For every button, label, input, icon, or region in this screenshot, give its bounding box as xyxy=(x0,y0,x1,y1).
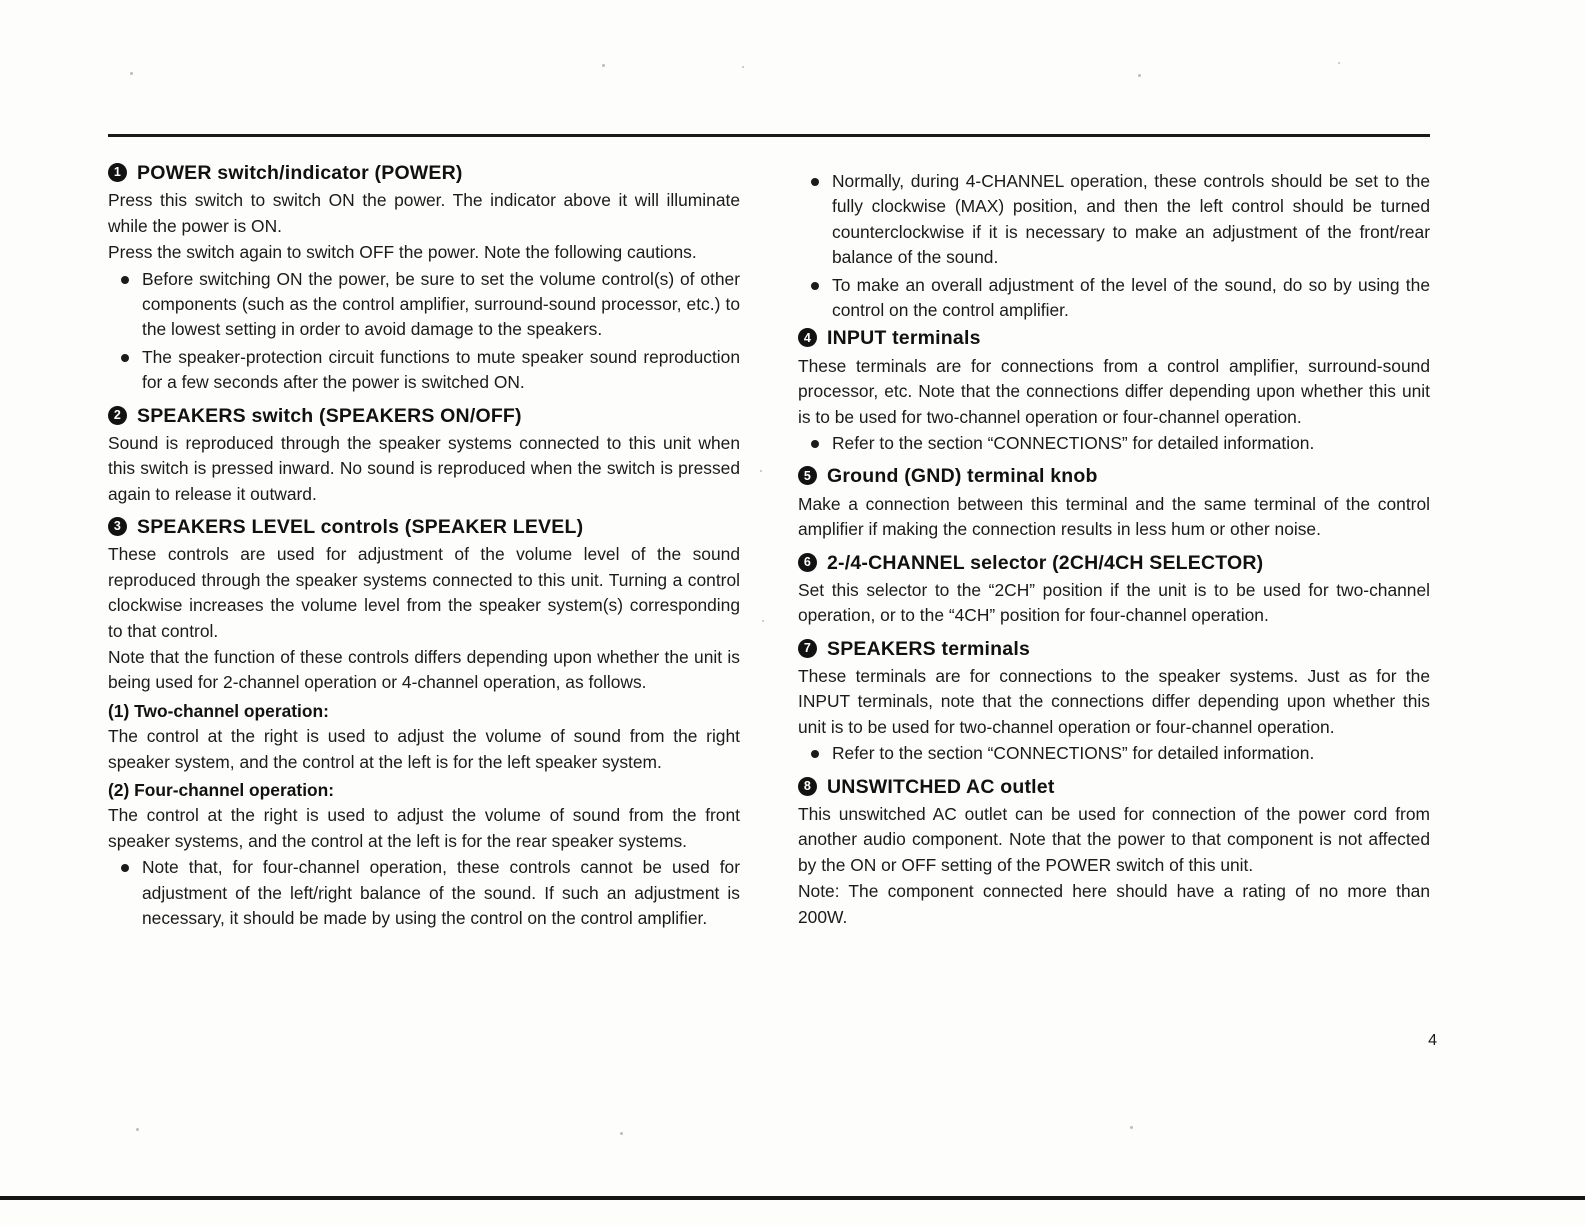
section-speakers-switch xyxy=(108,403,740,508)
list-item: To make an overall adjustment of the level of the sound, do so by using the control on the control amplifier. xyxy=(798,273,1430,324)
paragraph: Press the switch again to switch OFF the power. Note the following cautions. xyxy=(108,242,697,263)
list-item: Normally, during 4-CHANNEL operation, these controls should be set to the fully clockwise (MAX) position, and then the left control should be turned counterclockwise if it is necessary to make an adjustment of the front/rear balance of the sound. xyxy=(798,169,1430,271)
paragraph: These terminals are for connections to the speaker systems. Just as for the INPUT terminals, note that the connections differ depending upon whether this unit is to be used for two-channel operation or four-channel operation. xyxy=(798,665,1430,737)
section-heading xyxy=(798,550,1430,576)
list-item: Refer to the section “CONNECTIONS” for detailed information. xyxy=(798,741,1430,766)
section-heading xyxy=(108,403,740,429)
section-heading xyxy=(108,514,740,540)
section-heading xyxy=(108,160,740,186)
page-number: 4 xyxy=(1428,1032,1437,1049)
section-channel-selector xyxy=(798,550,1430,629)
number-badge-icon: 2 xyxy=(108,406,127,425)
paragraph: These controls are used for adjustment of the volume level of the sound reproduced through the speaker systems connected to this unit. Turning a control clockwise increases the volume level from the speaker system(s) corresponding to that control. xyxy=(108,544,740,641)
number-badge-icon: 6 xyxy=(798,553,817,572)
paragraph: Set this selector to the “2CH” position if the unit is to be used for two-channel operation, or to the “4CH” position for four-channel operation. xyxy=(798,579,1430,626)
paragraph: The control at the right is used to adjust the volume of sound from the right speaker system, and the control at the left is for the left speaker system. xyxy=(108,726,740,772)
number-badge-icon: 1 xyxy=(108,163,127,182)
paragraph: This unswitched AC outlet can be used for connection of the power cord from another audio component. Note that the power to that component is not affected by the ON or OFF setting of the POWER switch of this unit. xyxy=(798,803,1430,875)
paragraph: Note: The component connected here should have a rating of no more than 200W. xyxy=(798,881,1430,927)
left-column xyxy=(108,160,740,938)
two-column-body xyxy=(108,160,1430,938)
section-heading xyxy=(798,463,1430,489)
section-heading xyxy=(798,774,1430,800)
bullet-list xyxy=(798,431,1430,456)
paragraph: The control at the right is used to adjust the volume of sound from the front speaker systems, and the control at the left is for the rear speaker systems. xyxy=(108,805,740,851)
section-heading-text: SPEAKERS switch (SPEAKERS ON/OFF) xyxy=(137,404,522,427)
section-heading-text: Ground (GND) terminal knob xyxy=(827,465,1098,488)
section-speakers-terminals xyxy=(798,636,1430,767)
continued-bullet-list xyxy=(798,169,1430,323)
subsection-heading: (2) Four-channel operation: xyxy=(108,780,335,801)
bottom-divider xyxy=(0,1196,1585,1200)
section-speakers-level xyxy=(108,514,740,931)
section-heading-text: UNSWITCHED AC outlet xyxy=(827,775,1055,798)
section-heading-text: POWER switch/indicator (POWER) xyxy=(137,162,463,184)
section-ground-terminal xyxy=(798,463,1430,542)
list-item: The speaker-protection circuit functions to mute speaker sound reproduction for a few seconds after the power is switched ON. xyxy=(108,345,740,396)
section-power-switch xyxy=(108,160,740,396)
section-heading-text: SPEAKERS LEVEL controls (SPEAKER LEVEL) xyxy=(137,516,584,539)
bullet-list xyxy=(108,267,740,396)
section-heading xyxy=(798,636,1430,662)
paragraph: These terminals are for connections from a control amplifier, surround-sound processor, etc. Note that the connections differ depending upon whether this unit is to be used for two-channel operation or four-channel operation. xyxy=(798,355,1430,427)
paragraph: Make a connection between this terminal and the same terminal of the control amplifier if making the connection results in less hum or other noise. xyxy=(798,493,1430,540)
section-heading xyxy=(798,325,1430,351)
list-item: Note that, for four-channel operation, these controls cannot be used for adjustment of the left/right balance of the sound. If such an adjustment is necessary, it should be made by using the control on the control amplifier. xyxy=(108,855,740,931)
paragraph: Note that the function of these controls differs depending upon whether the unit is being used for 2-channel operation or 4-channel operation, as follows. xyxy=(108,647,740,693)
list-item: Refer to the section “CONNECTIONS” for detailed information. xyxy=(798,431,1430,456)
number-badge-icon: 3 xyxy=(108,517,127,536)
subsection-heading: (1) Two-channel operation: xyxy=(108,700,329,721)
number-badge-icon: 5 xyxy=(798,466,817,485)
number-badge-icon: 7 xyxy=(798,639,817,658)
number-badge-icon: 8 xyxy=(798,777,817,796)
paragraph: Press this switch to switch ON the power. The indicator above it will illuminate while the power is ON. xyxy=(108,190,740,236)
section-heading-text: SPEAKERS terminals xyxy=(827,637,1030,660)
bullet-list xyxy=(798,741,1430,766)
bullet-list xyxy=(108,855,740,931)
top-divider xyxy=(108,134,1430,137)
section-unswitched-ac-outlet xyxy=(798,774,1430,930)
list-item: Before switching ON the power, be sure to set the volume control(s) of other components (such as the control amplifier, surround-sound processor, etc.) to the lowest setting in order to avoid damage to the speakers. xyxy=(108,267,740,343)
section-heading-text: INPUT terminals xyxy=(827,327,981,350)
paragraph: Sound is reproduced through the speaker systems connected to this unit when this switch is pressed inward. No sound is reproduced when the switch is pressed again to release it outward. xyxy=(108,432,740,504)
number-badge-icon: 4 xyxy=(798,328,817,347)
section-input-terminals xyxy=(798,325,1430,456)
right-column xyxy=(798,160,1430,938)
section-heading-text: 2-/4-CHANNEL selector (2CH/4CH SELECTOR) xyxy=(827,551,1264,574)
